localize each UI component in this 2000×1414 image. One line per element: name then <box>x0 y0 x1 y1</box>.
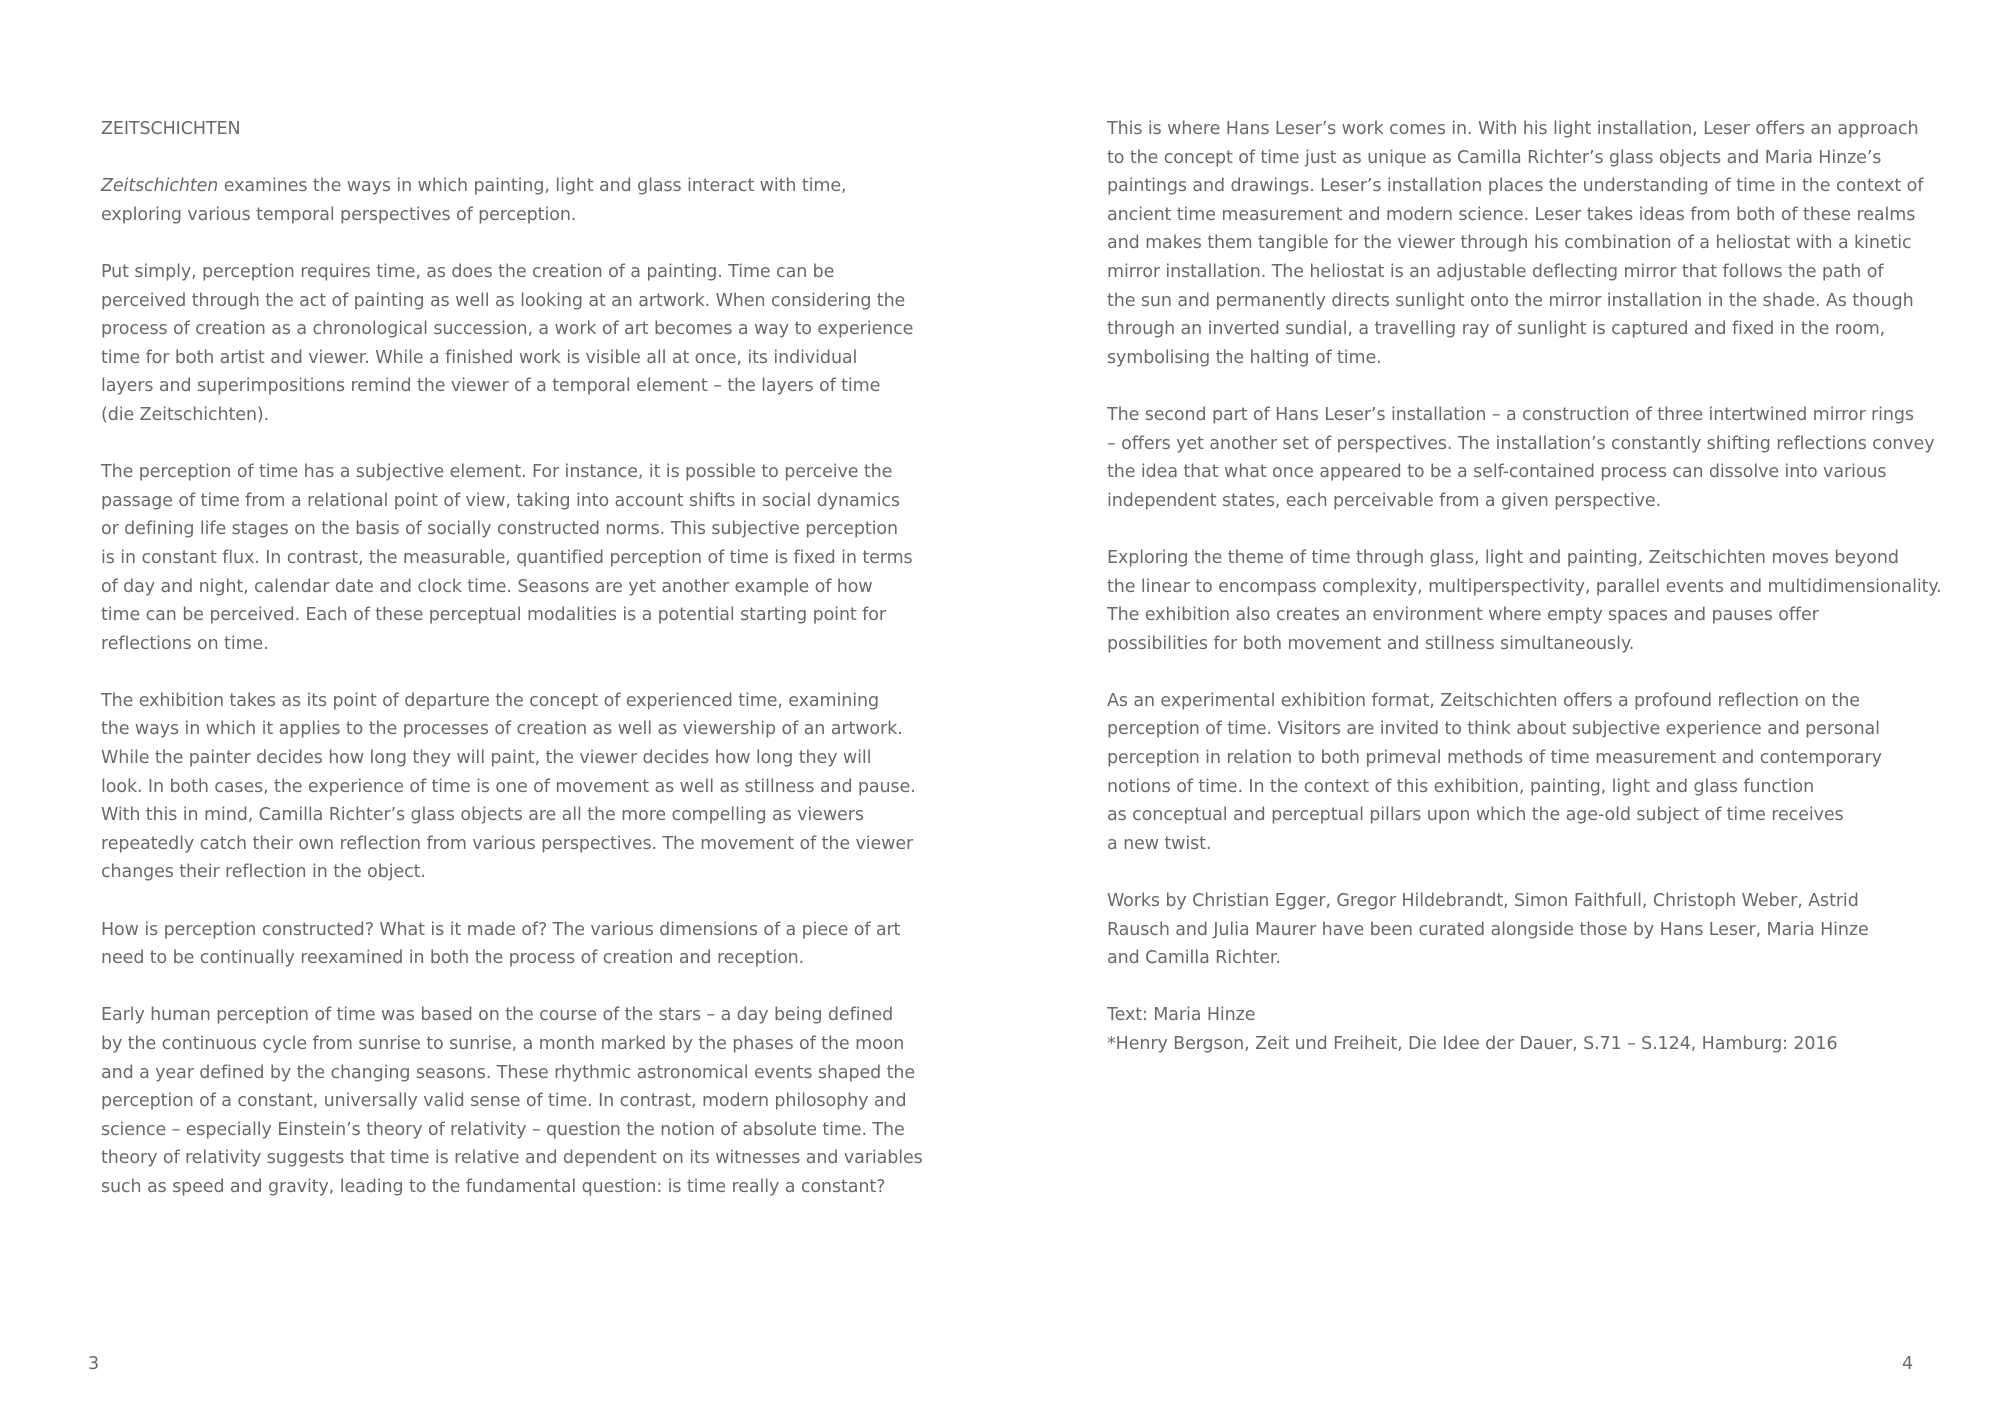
text-line: perception of a constant, universally valid sense of time. In contrast, modern philosophy and <box>101 1091 907 1112</box>
text-line: independent states, each perceivable from a given perspective. <box>1107 490 1662 511</box>
text-line: possibilities for both movement and stillness simultaneously. <box>1107 633 1635 654</box>
text-line: The perception of time has a subjective element. For instance, it is possible to perceive the <box>101 462 893 483</box>
left-paragraphs <box>101 258 921 1202</box>
text-line: – offers yet another set of perspectives. The installation’s constantly shifting reflections convey <box>1107 433 1935 454</box>
text-line: Put simply, perception requires time, as does the creation of a painting. Time can be <box>101 261 835 282</box>
body-paragraph <box>101 258 921 430</box>
text-line: through an inverted sundial, a travelling ray of sunlight is captured and fixed in the room, <box>1107 319 1886 340</box>
body-paragraph <box>101 687 921 887</box>
text-line: changes their reflection in the object. <box>101 862 426 883</box>
text-line <box>101 172 921 201</box>
text-line: as conceptual and perceptual pillars upon which the age-old subject of time receives <box>1107 805 1844 826</box>
text-line: is in constant flux. In contrast, the measurable, quantified perception of time is fixed in terms <box>101 547 913 568</box>
text-line: reflections on time. <box>101 633 269 654</box>
text-line: How is perception constructed? What is it made of? The various dimensions of a piece of art <box>101 919 901 940</box>
text-line: perception in relation to both primeval methods of time measurement and contemporary <box>1107 748 1882 769</box>
page-number: 4 <box>1902 1354 1914 1374</box>
text-line: science – especially Einstein’s theory of relativity – question the notion of absolute time. The <box>101 1119 905 1140</box>
text-line: The exhibition also creates an environment where empty spaces and pauses offer <box>1107 605 1819 626</box>
text-line: With this in mind, Camilla Richter’s glass objects are all the more compelling as viewers <box>101 805 864 826</box>
text-line: The exhibition takes as its point of departure the concept of experienced time, examining <box>101 690 879 711</box>
right-text-column <box>1107 115 1942 1087</box>
intro-line-rest: examines the ways in which painting, light and glass interact with time, <box>218 176 847 197</box>
left-text-column <box>101 115 921 1230</box>
body-paragraph <box>101 916 921 973</box>
text-line: Exploring the theme of time through glass, light and painting, Zeitschichten moves beyond <box>1107 547 1899 568</box>
body-paragraph <box>1107 1001 1927 1058</box>
text-line: the sun and permanently directs sunlight onto the mirror installation in the shade. As though <box>1107 290 1914 311</box>
text-line: While the painter decides how long they will paint, the viewer decides how long they will <box>101 748 872 769</box>
text-line: or defining life stages on the basis of socially constructed norms. This subjective perception <box>101 519 898 540</box>
text-line: Text: Maria Hinze <box>1107 1005 1256 1026</box>
italic-title: Zeitschichten <box>101 176 219 197</box>
text-line: and Camilla Richter. <box>1107 948 1281 969</box>
text-line: and a year defined by the changing seasons. These rhythmic astronomical events shaped the <box>101 1062 916 1083</box>
text-line: a new twist. <box>1107 833 1212 854</box>
body-paragraph <box>1107 115 1927 372</box>
text-line: and makes them tangible for the viewer through his combination of a heliostat with a kinetic <box>1107 233 1912 254</box>
text-line: time can be perceived. Each of these perceptual modalities is a potential starting point for <box>101 605 886 626</box>
right-paragraphs <box>1107 115 1942 1059</box>
text-line: perception of time. Visitors are invited to think about subjective experience and personal <box>1107 719 1880 740</box>
text-line: need to be continually reexamined in both the process of creation and reception. <box>101 948 805 969</box>
text-line: of day and night, calendar date and clock time. Seasons are yet another example of how <box>101 576 873 597</box>
text-line: repeatedly catch their own reflection from various perspectives. The movement of the viewer <box>101 833 914 854</box>
text-line: This is where Hans Leser’s work comes in. With his light installation, Leser offers an approach <box>1107 119 1919 139</box>
text-line: The second part of Hans Leser’s installation – a construction of three intertwined mirror rings <box>1107 404 1914 425</box>
body-paragraph <box>101 1001 921 1201</box>
section-heading: ZEITSCHICHTEN <box>101 119 241 139</box>
body-paragraph <box>1107 544 1942 658</box>
intro-paragraph <box>101 172 921 229</box>
body-paragraph <box>1107 887 1927 973</box>
body-paragraph <box>1107 687 1927 859</box>
text-line: time for both artist and viewer. While a finished work is visible all at once, its individual <box>101 347 858 368</box>
text-line: by the continuous cycle from sunrise to sunrise, a month marked by the phases of the moon <box>101 1034 905 1054</box>
text-line: paintings and drawings. Leser’s installation places the understanding of time in the context of <box>1107 176 1924 197</box>
body-paragraph <box>1107 401 1935 515</box>
text-line: layers and superimpositions remind the viewer of a temporal element – the layers of time <box>101 376 881 397</box>
text-line: As an experimental exhibition format, Zeitschichten offers a profound reflection on the <box>1107 690 1860 711</box>
text-line: theory of relativity suggests that time is relative and dependent on its witnesses and variables <box>101 1148 923 1169</box>
text-line: to the concept of time just as unique as Camilla Richter’s glass objects and Maria Hinze’s <box>1107 147 1882 168</box>
text-line: passage of time from a relational point of view, taking into account shifts in social dynamics <box>101 490 900 511</box>
text-line: such as speed and gravity, leading to the fundamental question: is time really a constant? <box>101 1176 886 1197</box>
text-line: process of creation as a chronological succession, a work of art becomes a way to experience <box>101 319 914 340</box>
text-line: symbolising the halting of time. <box>1107 347 1382 368</box>
text-line: *Henry Bergson, Zeit und Freiheit, Die Idee der Dauer, S.71 – S.124, Hamburg: 2016 <box>1107 1034 1838 1054</box>
text-line: mirror installation. The heliostat is an adjustable deflecting mirror that follows the path of <box>1107 261 1884 282</box>
text-line: perceived through the act of painting as well as looking at an artwork. When considering the <box>101 290 906 311</box>
text-line: look. In both cases, the experience of time is one of movement as well as stillness and pause. <box>101 776 916 797</box>
text-line: Rausch and Julia Maurer have been curated alongside those by Hans Leser, Maria Hinze <box>1107 919 1869 940</box>
text-line: the ways in which it applies to the processes of creation as well as viewership of an artwork. <box>101 719 903 740</box>
text-line: exploring various temporal perspectives of perception. <box>101 204 577 225</box>
text-line: Works by Christian Egger, Gregor Hildebrandt, Simon Faithfull, Christoph Weber, Astrid <box>1107 891 1859 912</box>
text-line: (die Zeitschichten). <box>101 404 270 425</box>
text-line: the idea that what once appeared to be a self-contained process can dissolve into various <box>1107 462 1887 483</box>
right-page <box>1000 0 2000 1414</box>
text-line: Early human perception of time was based on the course of the stars – a day being defined <box>101 1005 894 1026</box>
page-number: 3 <box>88 1354 100 1374</box>
text-line: ancient time measurement and modern science. Leser takes ideas from both of these realms <box>1107 204 1916 225</box>
body-paragraph <box>101 458 921 658</box>
text-line: the linear to encompass complexity, multiperspectivity, parallel events and multidimensionality. <box>1107 576 1942 597</box>
text-line: notions of time. In the context of this exhibition, painting, light and glass function <box>1107 776 1815 797</box>
